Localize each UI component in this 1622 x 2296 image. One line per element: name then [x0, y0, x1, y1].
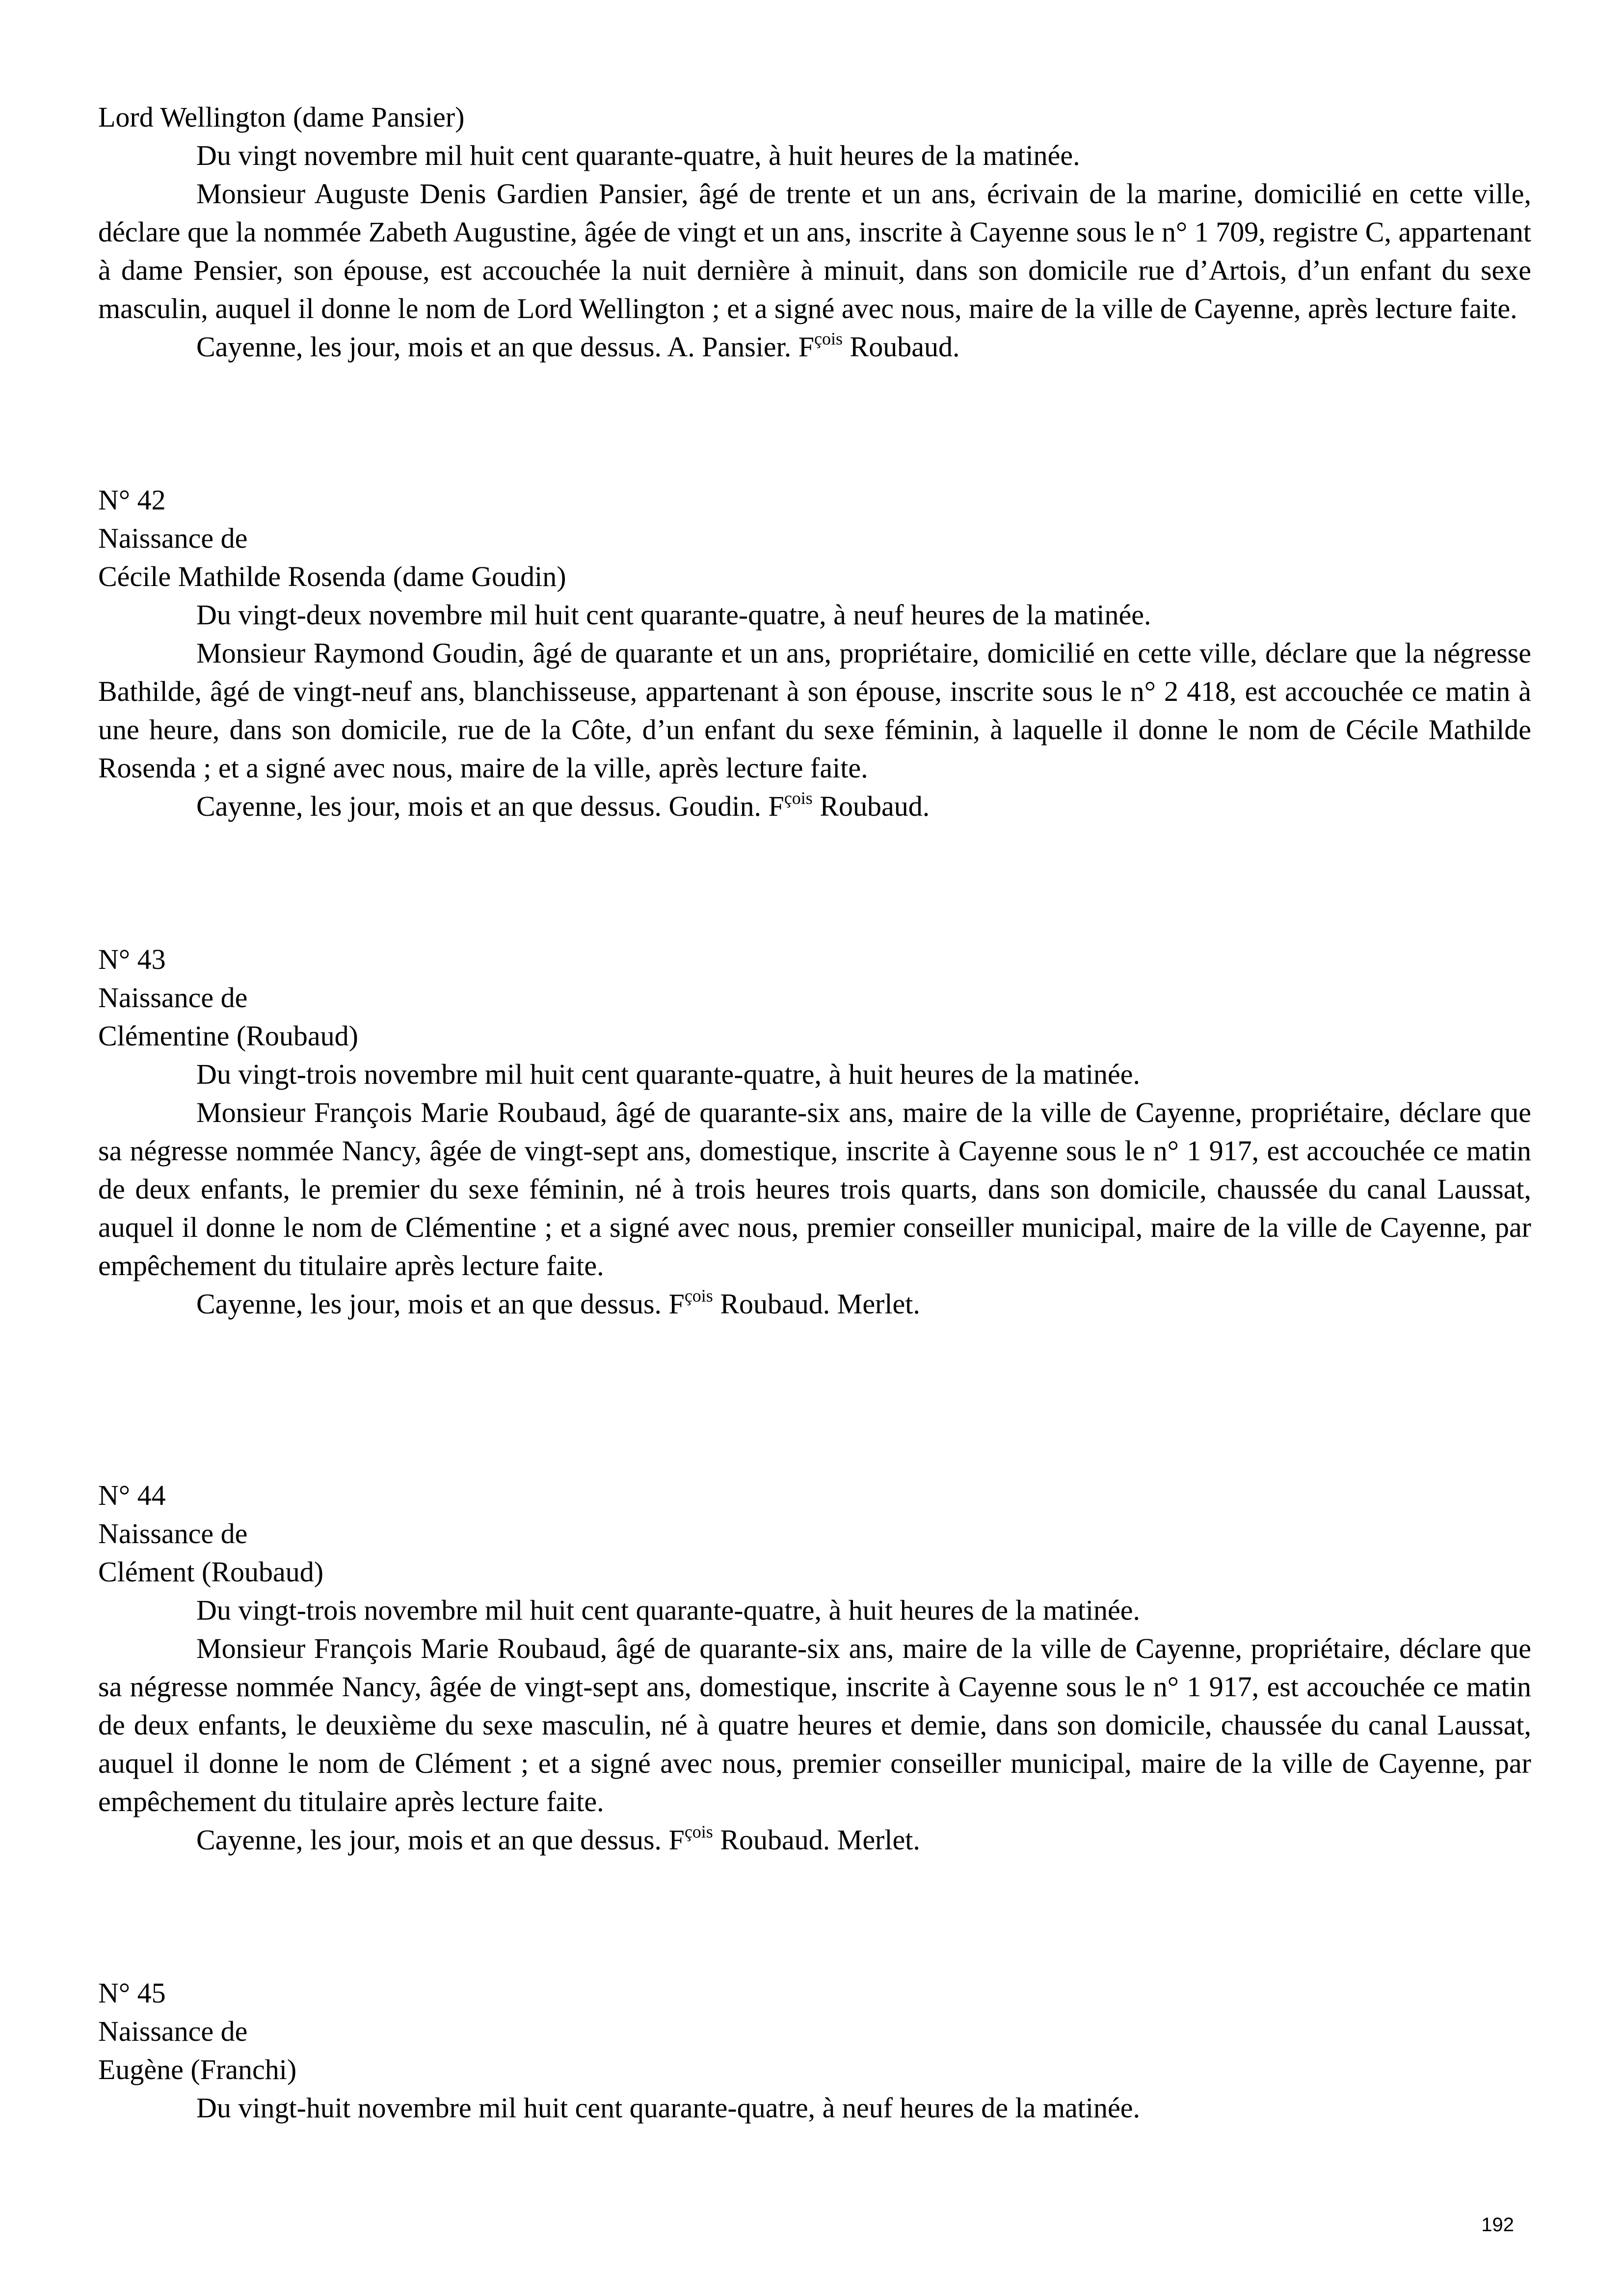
record-name: Clémentine (Roubaud) [98, 1020, 358, 1052]
record-closing [98, 1821, 1531, 1859]
closing-text: Cayenne, les jour, mois et an que dessus. F [196, 1824, 685, 1856]
record-body: Monsieur Raymond Goudin, âgé de quarante et un ans, propriétaire, domicilié en cette ville, déclare que la négresse Bathilde, âgé de vingt-neuf ans, blanchisseuse, appartenant à son épouse, inscrite sous le n° 2 418, est accouchée ce matin à une heure, dans son domicile, rue de la Côte, d’un enfant du sexe féminin, à laquelle il donne le nom de Cécile Mathilde Rosenda ; et a signé avec nous, maire de la ville, après lecture faite. [98, 637, 1531, 784]
record-title: Naissance de [98, 2015, 248, 2047]
record-date: Du vingt-deux novembre mil huit cent quarante-quatre, à neuf heures de la matinée. [196, 599, 1151, 631]
page-number: 192 [1481, 2214, 1514, 2236]
record-closing [98, 328, 1531, 366]
record-title: Naissance de [98, 1518, 248, 1549]
record-date: Du vingt-trois novembre mil huit cent quarante-quatre, à huit heures de la matinée. [196, 1058, 1141, 1090]
record-body: Monsieur François Marie Roubaud, âgé de quarante-six ans, maire de la ville de Cayenne, propriétaire, déclare que sa négresse nommée Nancy, âgée de vingt-sept ans, domestique, inscrite à Cayenne sous le n° 1 917, est accouchée ce matin de deux enfants, le deuxième du sexe masculin, né à quatre heures et demie, dans son domicile, chaussée du canal Laussat, auquel il donne le nom de Clément ; et a signé avec nous, premier conseiller municipal, maire de la ville de Cayenne, par empêchement du titulaire après lecture faite. [98, 1632, 1531, 1817]
birth-record-entry-45 [98, 1974, 1531, 2127]
closing-signature: Roubaud. Merlet. [713, 1288, 920, 1320]
record-title: Naissance de [98, 522, 248, 554]
record-name: Cécile Mathilde Rosenda (dame Goudin) [98, 561, 566, 592]
birth-record-entry-lord-wellington [98, 98, 1531, 366]
record-name: Eugène (Franchi) [98, 2054, 297, 2085]
record-name: Lord Wellington (dame Pansier) [98, 101, 465, 133]
birth-record-entry-44 [98, 1476, 1531, 1859]
record-number: N° 45 [98, 1977, 166, 2009]
closing-superscript: çois [684, 1286, 713, 1306]
record-number: N° 43 [98, 943, 166, 975]
closing-signature: Roubaud. Merlet. [713, 1824, 920, 1856]
record-date: Du vingt-trois novembre mil huit cent quarante-quatre, à huit heures de la matinée. [196, 1594, 1141, 1626]
closing-superscript: çois [814, 329, 843, 348]
closing-superscript: çois [784, 788, 813, 808]
record-title: Naissance de [98, 982, 248, 1014]
record-closing [98, 1285, 1531, 1323]
record-body: Monsieur François Marie Roubaud, âgé de quarante-six ans, maire de la ville de Cayenne, propriétaire, déclare que sa négresse nommée Nancy, âgée de vingt-sept ans, domestique, inscrite à Cayenne sous le n° 1 917, est accouchée ce matin de deux enfants, le premier du sexe féminin, né à trois heures trois quarts, dans son domicile, chaussée du canal Laussat, auquel il donne le nom de Clémentine ; et a signé avec nous, premier conseiller municipal, maire de la ville de Cayenne, par empêchement du titulaire après lecture faite. [98, 1096, 1531, 1281]
record-date: Du vingt novembre mil huit cent quarante-quatre, à huit heures de la matinée. [196, 139, 1080, 171]
birth-record-entry-43 [98, 940, 1531, 1323]
closing-signature: Roubaud. [843, 331, 960, 363]
closing-text: Cayenne, les jour, mois et an que dessus. A. Pansier. F [196, 331, 815, 363]
record-number: N° 44 [98, 1479, 166, 1511]
record-name: Clément (Roubaud) [98, 1556, 324, 1588]
closing-text: Cayenne, les jour, mois et an que dessus. Goudin. F [196, 790, 784, 822]
record-number: N° 42 [98, 484, 166, 516]
record-closing [98, 787, 1531, 826]
closing-text: Cayenne, les jour, mois et an que dessus. F [196, 1288, 685, 1320]
record-body: Monsieur Auguste Denis Gardien Pansier, âgé de trente et un ans, écrivain de la marine, domicilié en cette ville, déclare que la nommée Zabeth Augustine, âgée de vingt et un ans, inscrite à Cayenne sous le n° 1 709, registre C, appartenant à dame Pensier, son épouse, est accouchée la nuit dernière à minuit, dans son domicile rue d’Artois, d’un enfant du sexe masculin, auquel il donne le nom de Lord Wellington ; et a signé avec nous, maire de la ville de Cayenne, après lecture faite. [98, 178, 1531, 324]
birth-record-entry-42 [98, 481, 1531, 826]
record-date: Du vingt-huit novembre mil huit cent quarante-quatre, à neuf heures de la matinée. [196, 2092, 1140, 2124]
closing-signature: Roubaud. [812, 790, 930, 822]
document-page [98, 98, 1531, 2127]
closing-superscript: çois [684, 1822, 713, 1842]
